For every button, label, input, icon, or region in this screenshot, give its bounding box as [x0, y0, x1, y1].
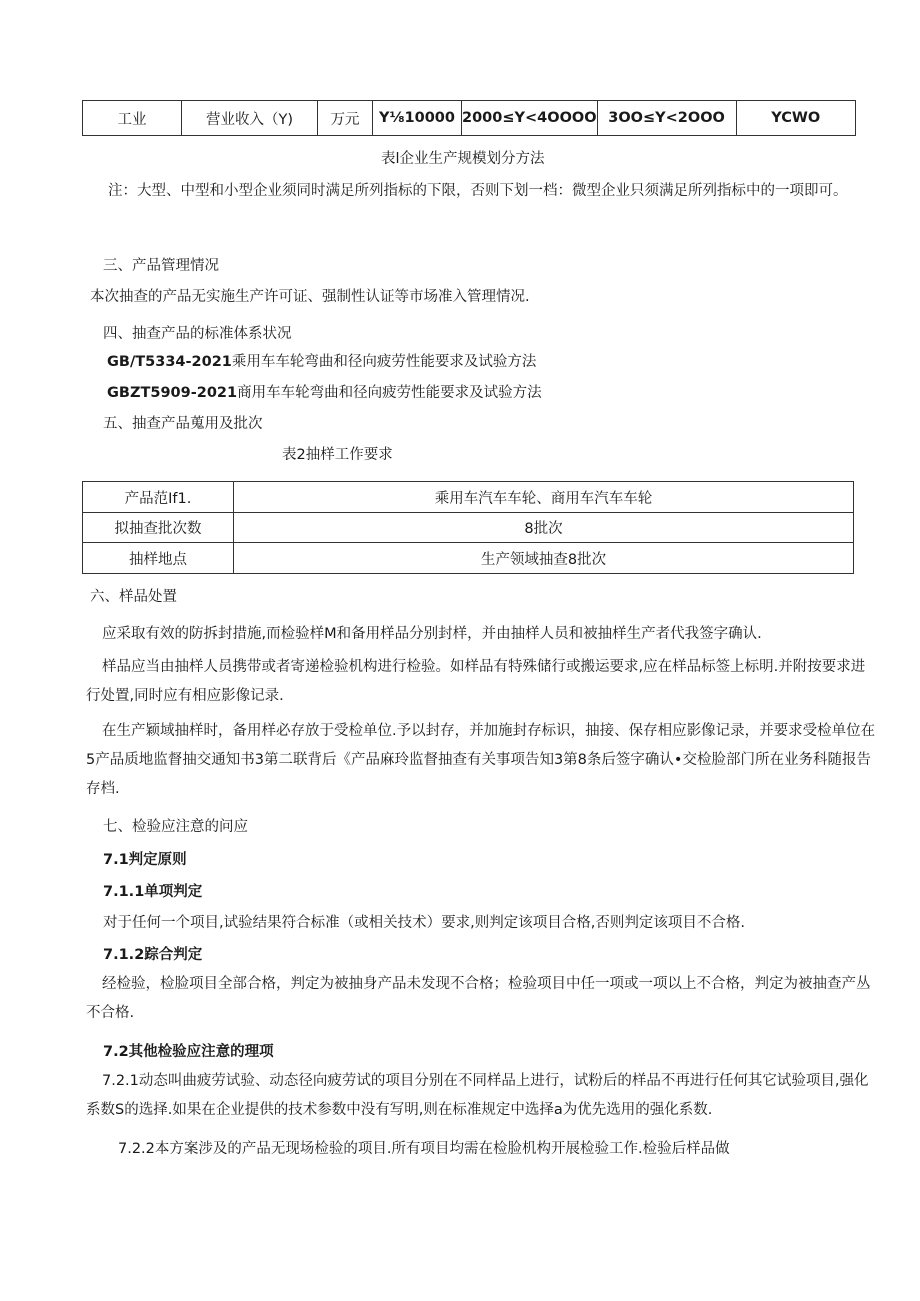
table-row [83, 543, 854, 574]
section7-1-heading: 7.1判定原则 [103, 852, 187, 868]
section4-heading: 四、抽查产品的标准体系状况 [103, 326, 292, 342]
section7-heading: 七、检验应注意的问应 [103, 819, 248, 835]
sampling-requirements-table [82, 481, 854, 574]
section6-paragraph-3: 在生产颖域抽样时，备用样必存放于受检单位.予以封存，并加施封存标识，抽接、保存相应影像记录，并要求受检单位在5产品质地监督抽交通知书3第二联背后《产品麻玲监督抽查有关事项告知3第8条后签字确认•交检脸部门所在业务科随报告存档. [86, 723, 876, 797]
standard-2 [107, 381, 542, 402]
section7-2-1-body: 7.2.1动态叫曲疲劳试验、动态径向疲劳试的项目分别在不同样品上进行，试粉后的样品不再进行任何其它试验项目,强化系数S的选择.如果在企业提供的技术参数中没有写明,则在标准规定中选择a为优先选用的强化系数. [86, 1073, 869, 1118]
table-row [83, 513, 854, 543]
standard-1-text: 乘用车车轮弯曲和径向疲劳性能要求及试验方法 [231, 354, 537, 370]
table2-caption: 表2抽样工作要求 [282, 447, 393, 463]
section6-paragraph-2: 样品应当由抽样人员携带或者寄递检验机构进行检验。如样品有特殊储行或搬运要求,应在样品标签上标明.并附按要求进行处置,同时应有相应影像记录. [86, 659, 866, 704]
table-row-label: 抽样地点 [83, 543, 234, 574]
table-cell-medium: 2000≤Y<4OOOO [462, 101, 598, 136]
standard-2-code: GBZT5909-2021 [107, 385, 238, 401]
table-cell-unit: 万元 [318, 101, 373, 136]
table-row-label: 产品范If1. [83, 482, 234, 513]
table-row [83, 101, 856, 136]
table-cell-industry: 工业 [83, 101, 182, 136]
table-row-value: 生产领域抽查8批次 [234, 543, 854, 574]
section7-2-heading: 7.2其他检验应注意的理项 [103, 1044, 274, 1060]
table-cell-indicator: 营业收入（Y) [182, 101, 318, 136]
note-paragraph: 注：大型、中型和小型企业须同时满足所列指标的下限，否则下划一档：微型企业只须满足所列指标中的一项即可。 [108, 183, 848, 199]
scale-classification-table [82, 100, 856, 136]
section7-1-2-heading: 7.1.2踪合判定 [103, 947, 203, 963]
section7-1-1-heading: 7.1.1单项判定 [103, 884, 203, 900]
section7-1-1-body: 对于任何一个项目,试验结果符合标准（或相关技术）要求,则判定该项目合格,否则判定该项目不合格. [103, 915, 745, 931]
table-cell-large: Y⅛10000 [373, 101, 462, 136]
section6-paragraph-1: 应采取有效的防拆封措施,而检验样M和备用样品分别封样，并由抽样人员和被抽样生产者代我签字确认. [102, 626, 762, 642]
section6-heading: 六、样品处置 [90, 589, 177, 605]
section5-heading: 五、抽查产品蒐用及批次 [103, 416, 263, 432]
table-cell-small: 3OO≤Y<2OOO [597, 101, 736, 136]
section3-heading: 三、产品管理情况 [103, 258, 219, 274]
standard-1-code: GB/T5334-2021 [107, 354, 232, 370]
table-row-value: 乘用车汽车车轮、商用车汽车车轮 [234, 482, 854, 513]
table-row-value: 8批次 [234, 513, 854, 543]
table-cell-micro: YCWO [736, 101, 855, 136]
section7-1-2-body: 经检验，检脸项目全部合格，判定为被抽身产品未发现不合格；检验项目中任一项或一项以上不合格，判定为被抽查产丛不合格. [86, 976, 871, 1021]
table-row-label: 拟抽查批次数 [83, 513, 234, 543]
standard-2-text: 商用车车轮弯曲和径向疲劳性能要求及试验方法 [237, 385, 542, 401]
table1-caption: 表l企业生产规模划分方法 [381, 151, 545, 167]
standard-1 [107, 350, 536, 371]
section7-2-2-body: 7.2.2本方案涉及的产品无现场检验的项目.所有项目均需在检脸机构开展检验工作.检验后样品做 [118, 1141, 730, 1157]
table-row [83, 482, 854, 513]
section3-body: 本次抽查的产品无实施生产许可证、强制性认证等市场准入管理情况. [90, 289, 530, 305]
